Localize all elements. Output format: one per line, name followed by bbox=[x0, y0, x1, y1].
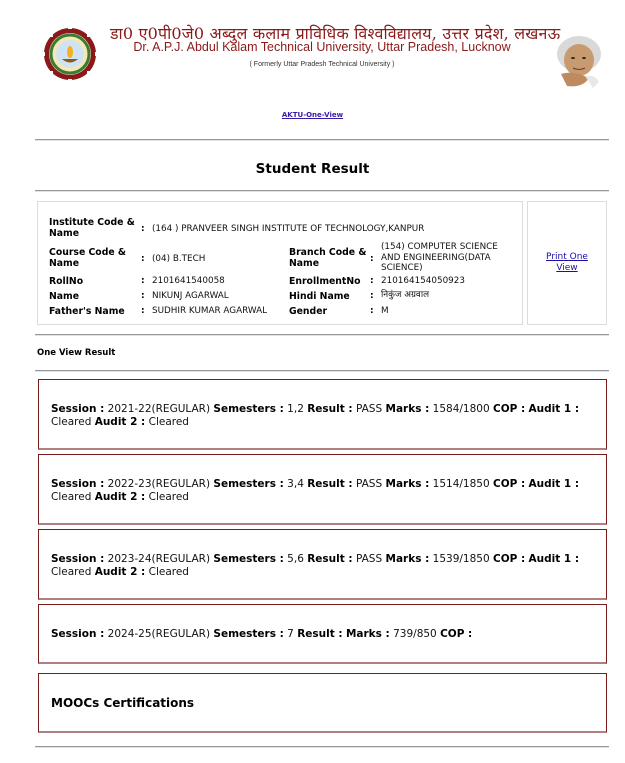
cop-label: COP : bbox=[492, 553, 526, 565]
branch-value: (154) COMPUTER SCIENCE AND ENGINEERING(DATA SCIENCE) bbox=[381, 242, 498, 273]
name-value: NIKUNJ AGARWAL bbox=[152, 291, 229, 301]
course-label: Course Code & Name bbox=[49, 247, 127, 269]
page-title: Student Result bbox=[255, 161, 370, 177]
session-result-card bbox=[38, 454, 607, 525]
session-result-card bbox=[38, 529, 607, 600]
apj-kalam-portrait-icon bbox=[549, 30, 609, 94]
one-view-result-heading: One View Result bbox=[37, 348, 116, 358]
result-label: Result : bbox=[307, 478, 353, 490]
colon: : bbox=[370, 254, 374, 264]
audit2-label: Audit 2 : bbox=[94, 566, 146, 578]
colon: : bbox=[141, 254, 145, 264]
session-label: Session : bbox=[51, 478, 105, 490]
colon: : bbox=[141, 276, 145, 286]
semesters-value: 5,6 bbox=[287, 553, 304, 565]
cop-label: COP : bbox=[492, 403, 526, 415]
result-label: Result : bbox=[297, 628, 343, 640]
divider bbox=[35, 190, 609, 192]
colon: : bbox=[141, 224, 145, 234]
university-english-title: Dr. A.P.J. Abdul Kalam Technical University, Uttar Pradesh, Lucknow bbox=[133, 40, 511, 54]
colon: : bbox=[141, 306, 145, 316]
formerly-name-note: ( Formerly Uttar Pradesh Technical University ) bbox=[249, 61, 395, 68]
enrollment-label: EnrollmentNo bbox=[289, 276, 361, 287]
father-name-value: SUDHIR KUMAR AGARWAL bbox=[152, 306, 267, 316]
marks-value: 1539/1850 bbox=[432, 553, 490, 565]
semesters-label: Semesters : bbox=[213, 403, 284, 415]
session-value: 2021-22(REGULAR) bbox=[107, 403, 211, 415]
divider bbox=[35, 370, 609, 372]
marks-label: Marks : bbox=[385, 403, 430, 415]
audit1-label: Audit 1 : bbox=[528, 403, 580, 415]
result-value: PASS bbox=[355, 553, 383, 565]
branch-label: Branch Code & Name bbox=[289, 247, 367, 269]
print-cell bbox=[527, 201, 607, 325]
rollno-value: 2101641540058 bbox=[152, 276, 225, 286]
moocs-certifications-heading: MOOCs Certifications bbox=[51, 696, 195, 710]
audit2-value: Cleared bbox=[148, 416, 189, 428]
marks-value: 1584/1800 bbox=[432, 403, 490, 415]
audit2-label: Audit 2 : bbox=[94, 491, 146, 503]
colon: : bbox=[370, 291, 374, 301]
audit1-value: Cleared bbox=[51, 416, 92, 428]
result-label: Result : bbox=[307, 553, 353, 565]
session-label: Session : bbox=[51, 553, 105, 565]
result-label: Result : bbox=[307, 403, 353, 415]
gender-value: M bbox=[381, 306, 389, 316]
audit1-label: Audit 1 : bbox=[528, 478, 580, 490]
name-label: Name bbox=[49, 291, 80, 302]
session-result-card bbox=[38, 604, 607, 664]
marks-label: Marks : bbox=[385, 478, 430, 490]
session-label: Session : bbox=[51, 628, 105, 640]
rollno-label: RollNo bbox=[49, 276, 84, 287]
marks-label: Marks : bbox=[385, 553, 430, 565]
gender-label: Gender bbox=[289, 306, 328, 317]
audit2-label: Audit 2 : bbox=[94, 416, 146, 428]
course-value: (04) B.TECH bbox=[152, 254, 206, 264]
session-value: 2024-25(REGULAR) bbox=[107, 628, 211, 640]
audit2-value: Cleared bbox=[148, 491, 189, 503]
semesters-value: 3,4 bbox=[287, 478, 304, 490]
cop-label: COP : bbox=[440, 628, 473, 640]
session-value: 2023-24(REGULAR) bbox=[107, 553, 211, 565]
marks-value: 739/850 bbox=[393, 628, 437, 640]
session-value: 2022-23(REGULAR) bbox=[107, 478, 211, 490]
student-info-table bbox=[37, 201, 523, 325]
session-result-card bbox=[38, 379, 607, 450]
divider bbox=[35, 139, 609, 141]
print-one-view-link[interactable]: Print One View bbox=[546, 252, 588, 273]
semesters-label: Semesters : bbox=[213, 478, 284, 490]
audit1-label: Audit 1 : bbox=[528, 553, 580, 565]
institute-label: Institute Code & Name bbox=[49, 217, 135, 239]
colon: : bbox=[141, 291, 145, 301]
marks-label: Marks : bbox=[345, 628, 390, 640]
marks-value: 1514/1850 bbox=[432, 478, 490, 490]
hindi-name-label: Hindi Name bbox=[289, 291, 350, 302]
divider bbox=[35, 746, 609, 748]
university-hindi-title: डा0 ए0पी0जे0 अब्दुल कलाम प्राविधिक विश्वविद्यालय, उत्तर प्रदेश, लखनऊ bbox=[110, 24, 561, 43]
university-logo-icon bbox=[42, 26, 98, 82]
enrollment-value: 210164154050923 bbox=[381, 276, 465, 286]
colon: : bbox=[370, 306, 374, 316]
result-value: PASS bbox=[355, 478, 383, 490]
result-value: PASS bbox=[355, 403, 383, 415]
moocs-certifications-card bbox=[38, 673, 607, 733]
father-name-label: Father's Name bbox=[49, 306, 125, 317]
audit1-value: Cleared bbox=[51, 566, 92, 578]
semesters-value: 1,2 bbox=[287, 403, 304, 415]
session-label: Session : bbox=[51, 403, 105, 415]
cop-label: COP : bbox=[492, 478, 526, 490]
audit1-value: Cleared bbox=[51, 491, 92, 503]
semesters-label: Semesters : bbox=[213, 628, 284, 640]
semesters-value: 7 bbox=[287, 628, 294, 640]
audit2-value: Cleared bbox=[148, 566, 189, 578]
institute-value: (164 ) PRANVEER SINGH INSTITUTE OF TECHNOLOGY,KANPUR bbox=[152, 224, 425, 234]
hindi-name-value: निकुंज अग्रवाल bbox=[381, 290, 430, 300]
colon: : bbox=[370, 276, 374, 286]
aktu-one-view-link[interactable]: AKTU-One-View bbox=[281, 111, 344, 119]
divider bbox=[35, 334, 609, 336]
semesters-label: Semesters : bbox=[213, 553, 284, 565]
